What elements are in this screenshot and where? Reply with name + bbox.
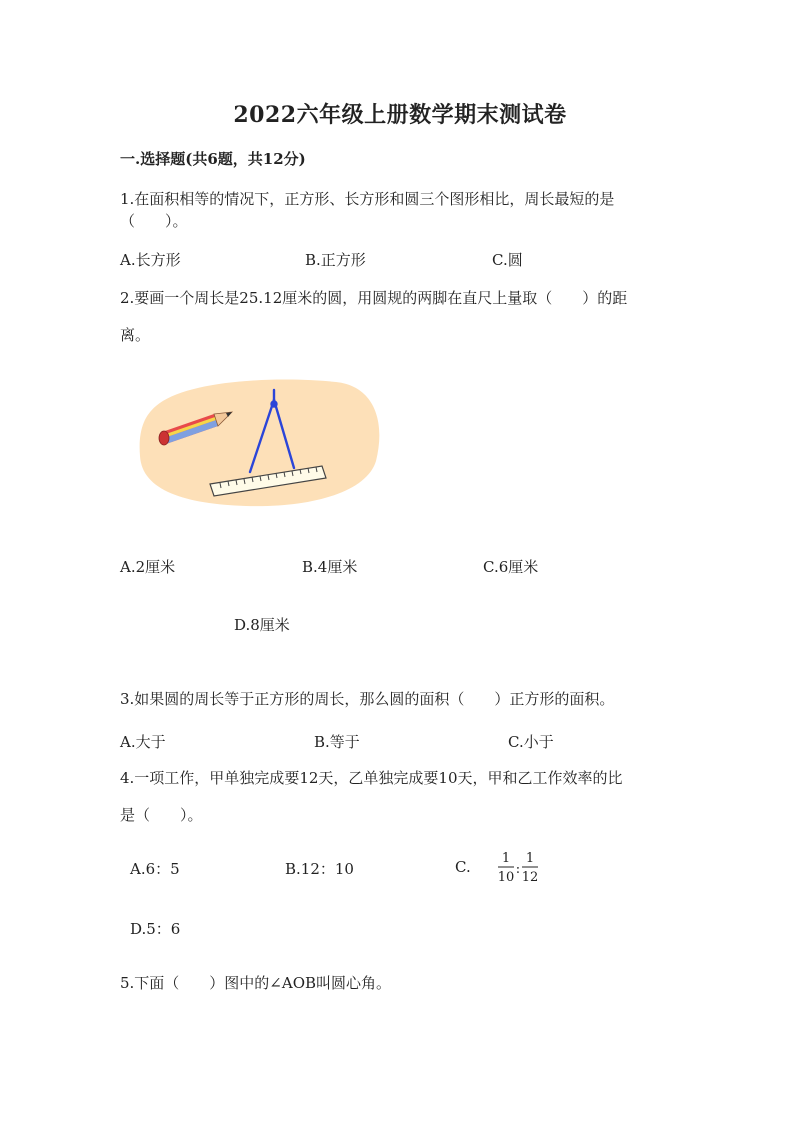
q4-option-b: B.12：10 [285,860,354,878]
q3-option-c: C.小于 [508,733,554,751]
q1-option-b: B.正方形 [305,251,366,269]
q3-option-a: A.大于 [120,733,166,751]
fraction-2-denominator: 12 [521,870,539,885]
page-title: 2022六年级上册数学期末测试卷 [233,102,567,128]
question-4-line-1: 4.一项工作，甲单独完成要12天，乙单独完成要10天，甲和乙工作效率的比 [120,769,623,787]
question-4-line-2: 是（ ）。 [120,806,203,824]
q2-option-a: A.2厘米 [120,558,176,576]
q1-option-c: C.圆 [492,251,523,269]
question-5-line-1: 5.下面（ ）图中的∠AOB叫圆心角。 [120,974,392,992]
question-1-line-2: （ ）。 [120,212,188,230]
q2-option-b: B.4厘米 [302,558,358,576]
fraction-2-numerator: 1 [525,851,535,866]
fraction-1-denominator: 10 [497,870,515,885]
q4-option-a: A.6：5 [130,860,180,878]
q1-option-a: A.长方形 [120,251,181,269]
question-2-line-1: 2.要画一个周长是25.12厘米的圆，用圆规的两脚在直尺上量取（ ）的距 [120,289,628,307]
question-3-line-1: 3.如果圆的周长等于正方形的周长，那么圆的面积（ ）正方形的面积。 [120,690,615,708]
q4-option-c-fraction-ratio [495,849,545,889]
q4-option-c: C. [455,858,471,876]
compass-ruler-pencil-figure [136,376,382,510]
q3-option-b: B.等于 [314,733,360,751]
ratio-separator: : [515,862,521,877]
q4-option-d: D.5：6 [130,920,181,938]
q2-option-c: C.6厘米 [483,558,539,576]
question-2-line-2: 离。 [120,326,151,344]
q2-option-d: D.8厘米 [234,616,290,634]
question-1-line-1: 1.在面积相等的情况下，正方形、长方形和圆三个图形相比，周长最短的是 [120,190,615,208]
fraction-1-numerator: 1 [501,851,511,866]
section-heading: 一.选择题(共6题，共12分) [120,150,306,168]
